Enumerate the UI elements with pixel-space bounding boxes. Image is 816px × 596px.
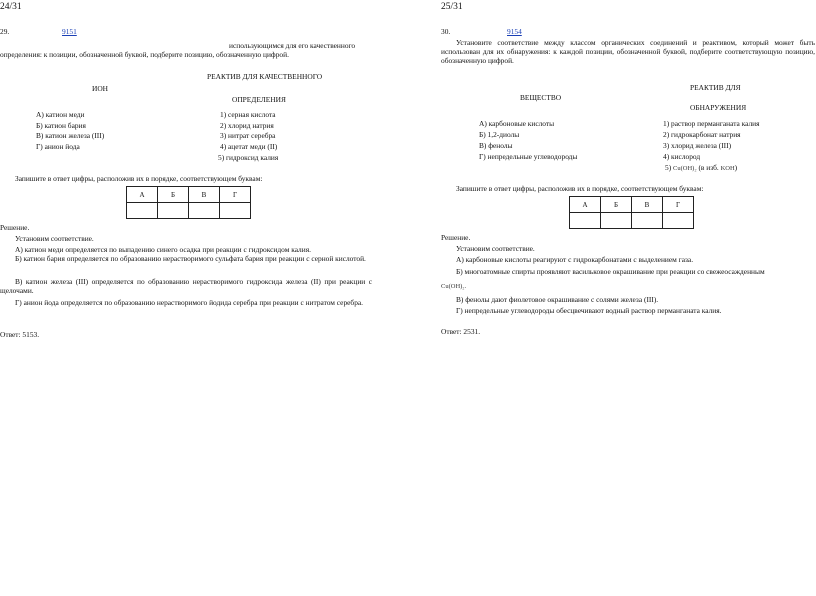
write-instruction: Запишите в ответ цифры, расположив их в порядке, соответствующем буквам: xyxy=(456,184,704,193)
task-number: 30. xyxy=(441,27,451,36)
reagent-3: 3) хлорид железа (III) xyxy=(663,141,732,150)
reagent-4: 4) кислород xyxy=(663,152,701,161)
solution-v: В) катион железа (III) определяется по образованию нерастворимого гидроксида железа (II) при реакции с щелочами. xyxy=(0,277,372,295)
answer-header-a: А xyxy=(570,197,601,213)
answer-header-b: Б xyxy=(601,197,632,213)
answer-table xyxy=(569,196,694,229)
option-v: В) катион железа (III) xyxy=(36,131,105,140)
task-intro-line1: использующимся для его качественного xyxy=(229,41,356,50)
answer-cell-a[interactable] xyxy=(570,213,601,229)
task-id-link[interactable]: 9154 xyxy=(507,27,522,36)
reagent-5 xyxy=(665,163,737,173)
reagent-5-prefix: 5) xyxy=(665,163,674,172)
solution-label: Решение. xyxy=(0,223,30,232)
task-id-link[interactable]: 9151 xyxy=(62,27,77,36)
column-header-reagent-1: РЕАКТИВ ДЛЯ КАЧЕСТВЕННОГО xyxy=(207,72,323,81)
answer-cell-g[interactable] xyxy=(220,203,251,219)
solution-b: Б) катион бария определяется по образованию нерастворимого сульфата бария при реакции с серной кислотой. xyxy=(15,254,366,263)
option-b: Б) катион бария xyxy=(36,121,86,130)
answer-header-v: В xyxy=(189,187,220,203)
task-number: 29. xyxy=(0,27,10,36)
option-a: А) карбоновые кислоты xyxy=(479,119,555,128)
answer-header-v: В xyxy=(632,197,663,213)
option-a: А) катион меди xyxy=(36,110,85,119)
solution-v: В) фенолы дают фиолетовое окрашивание с солями железа (III). xyxy=(456,295,659,304)
answer-cell-b[interactable] xyxy=(601,213,632,229)
solution-g: Г) непредельные углеводороды обесцвечивают водный раствор перманганата калия. xyxy=(456,306,722,315)
reagent-4: 4) ацетат меди (II) xyxy=(220,142,278,151)
reagent-3: 3) нитрат серебра xyxy=(220,131,276,140)
option-b: Б) 1,2-диолы xyxy=(479,130,520,139)
reagent-5-formula: Cu(OH)₂ xyxy=(673,165,697,172)
column-header-ion: ИОН xyxy=(92,84,109,93)
reagent-5-formula2: KOH xyxy=(720,165,735,172)
answer-line: Ответ: 5153. xyxy=(0,330,40,339)
task-intro-line2: определения: к позиции, обозначенной буквой, подберите позицию, обозначенную цифрой. xyxy=(0,50,289,59)
right-page xyxy=(408,0,816,596)
column-header-reagent-2: ОБНАРУЖЕНИЯ xyxy=(690,103,747,112)
reagent-1: 1) серная кислота xyxy=(220,110,276,119)
answer-header-b: Б xyxy=(158,187,189,203)
solution-intro: Установим соответствие. xyxy=(456,244,535,253)
answer-table xyxy=(126,186,251,219)
column-header-reagent-2: ОПРЕДЕЛЕНИЯ xyxy=(232,95,286,104)
reagent-2: 2) гидрокарбонат натрия xyxy=(663,130,741,139)
solution-b-formula: Cu(OH)₂. xyxy=(441,283,467,290)
option-g: Г) анион йода xyxy=(36,142,80,151)
answer-cell-v[interactable] xyxy=(189,203,220,219)
page-number: 25/31 xyxy=(441,2,463,12)
solution-intro: Установим соответствие. xyxy=(15,234,94,243)
reagent-5-suffix: ) xyxy=(734,163,738,172)
answer-cell-a[interactable] xyxy=(127,203,158,219)
solution-b: Б) многоатомные спирты проявляют васильковое окрашивание при реакции со свежеосажденным xyxy=(456,267,765,276)
solution-a: А) карбоновые кислоты реагируют с гидрокарбонатами с выделением газа. xyxy=(456,255,694,264)
reagent-5: 5) гидроксид калия xyxy=(218,153,279,162)
answer-header-g: Г xyxy=(663,197,694,213)
answer-header-g: Г xyxy=(220,187,251,203)
column-header-substance: ВЕЩЕСТВО xyxy=(520,93,562,102)
solution-label: Решение. xyxy=(441,233,471,242)
option-g: Г) непредельные углеводороды xyxy=(479,152,578,161)
reagent-5-mid: (в изб. xyxy=(696,163,721,172)
column-header-reagent-1: РЕАКТИВ ДЛЯ xyxy=(690,83,741,92)
task-intro: Установите соответствие между классом органических соединений и реактивом, который может быть использован для их обнаружения: к каждой позиции, обозначенной буквой, подберите соответствующую позицию, обозначенную цифрой. xyxy=(441,38,815,65)
reagent-1: 1) раствор перманганата калия xyxy=(663,119,760,128)
reagent-2: 2) хлорид натрия xyxy=(220,121,274,130)
answer-cell-b[interactable] xyxy=(158,203,189,219)
answer-line: Ответ: 2531. xyxy=(441,327,481,336)
answer-cell-g[interactable] xyxy=(663,213,694,229)
option-v: В) фенолы xyxy=(479,141,513,150)
solution-g: Г) анион йода определяется по образованию нерастворимого йодида серебра при реакции с нитратом серебра. xyxy=(15,298,364,307)
solution-a: А) катион меди определяется по выпадению синего осадка при реакции с гидроксидом калия. xyxy=(15,245,311,254)
page-number: 24/31 xyxy=(0,2,22,12)
answer-cell-v[interactable] xyxy=(632,213,663,229)
answer-header-a: А xyxy=(127,187,158,203)
write-instruction: Запишите в ответ цифры, расположив их в порядке, соответствующем буквам: xyxy=(15,174,263,183)
